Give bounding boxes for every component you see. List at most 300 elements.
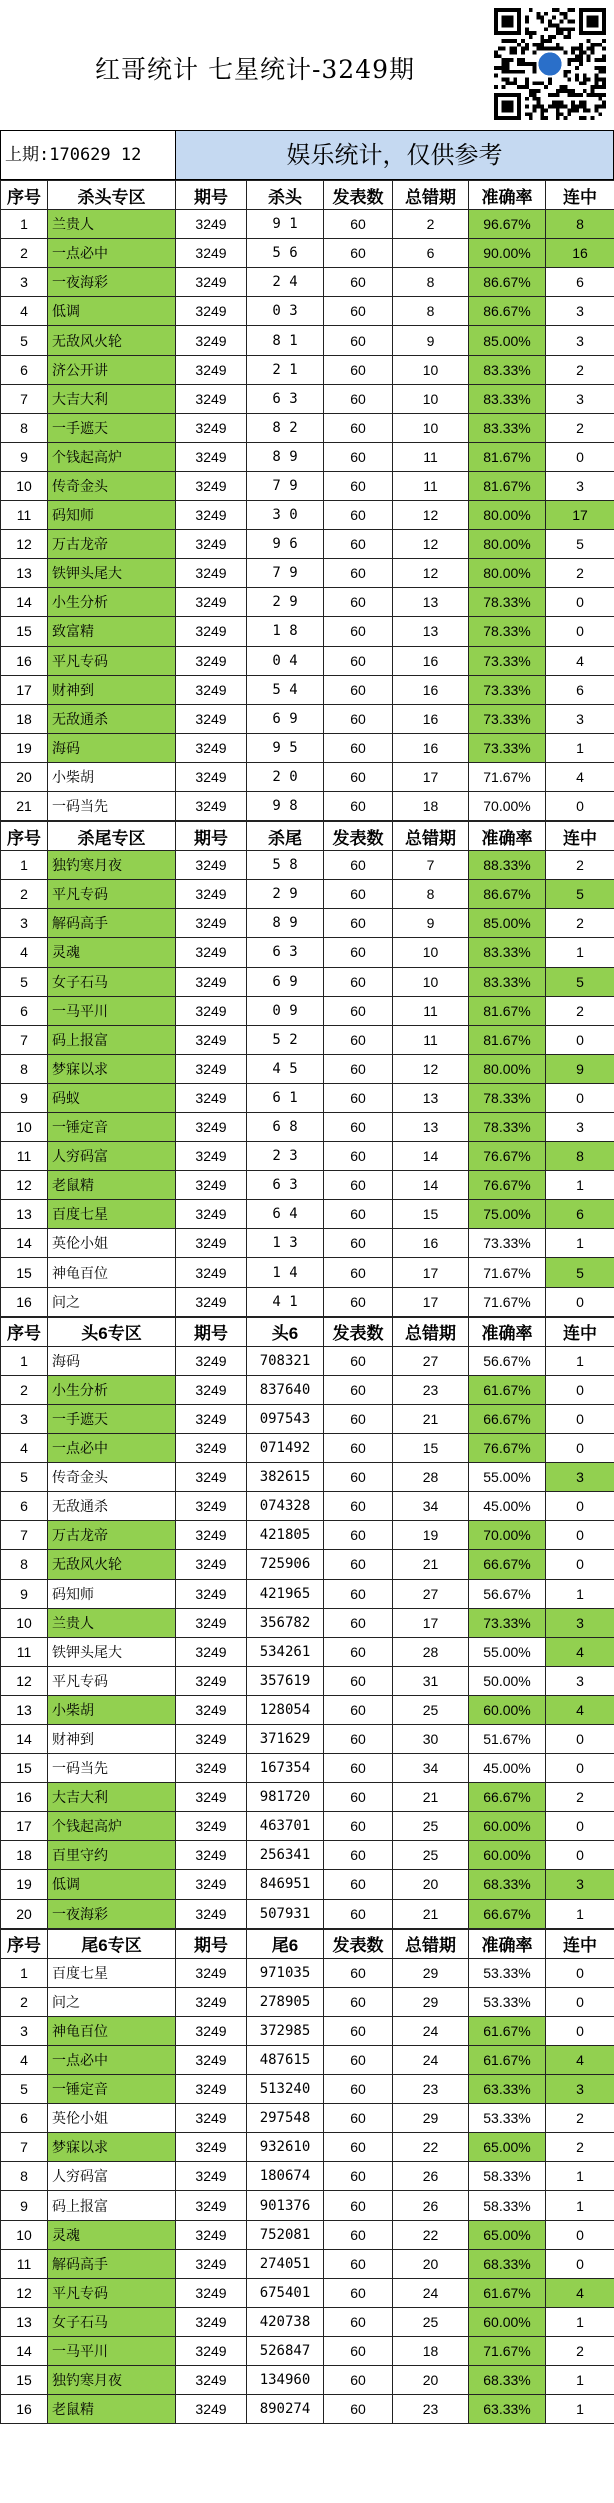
expert-name-cell: 低调 bbox=[48, 1870, 176, 1899]
prediction-cell: 071492 bbox=[247, 1434, 324, 1463]
prediction-cell: 6 4 bbox=[247, 1200, 324, 1229]
accuracy-rate-header: 准确率 bbox=[469, 822, 546, 851]
published-count-cell: 60 bbox=[324, 501, 393, 530]
streak-cell: 1 bbox=[546, 1346, 614, 1375]
accuracy-rate-cell: 51.67% bbox=[469, 1724, 546, 1753]
streak-cell: 3 bbox=[546, 1608, 614, 1637]
published-count-cell: 60 bbox=[324, 1171, 393, 1200]
prediction-cell: 6 3 bbox=[247, 938, 324, 967]
expert-name-cell: 低调 bbox=[48, 297, 176, 326]
expert-name-header: 杀头专区 bbox=[48, 181, 176, 210]
issue-number-cell: 3249 bbox=[176, 1987, 247, 2016]
published-count-cell: 60 bbox=[324, 1492, 393, 1521]
row-index-cell: 12 bbox=[1, 2278, 48, 2307]
accuracy-rate-cell: 66.67% bbox=[469, 1783, 546, 1812]
total-misses-cell: 12 bbox=[393, 559, 469, 588]
streak-cell: 0 bbox=[546, 2249, 614, 2278]
prediction-cell: 534261 bbox=[247, 1637, 324, 1666]
prediction-cell: 463701 bbox=[247, 1812, 324, 1841]
row-index-cell: 9 bbox=[1, 2191, 48, 2220]
table-row bbox=[1, 2249, 614, 2278]
table-row bbox=[1, 1783, 614, 1812]
row-index-cell: 15 bbox=[1, 1258, 48, 1287]
issue-number-cell: 3249 bbox=[176, 442, 247, 471]
published-count-cell: 60 bbox=[324, 2191, 393, 2220]
previous-issue-result: 上期:170629 12 bbox=[0, 130, 176, 180]
issue-number-cell: 3249 bbox=[176, 530, 247, 559]
expert-name-cell: 小柴胡 bbox=[48, 762, 176, 791]
total-misses-cell: 26 bbox=[393, 2191, 469, 2220]
accuracy-rate-cell: 80.00% bbox=[469, 530, 546, 559]
prediction-cell: 371629 bbox=[247, 1724, 324, 1753]
prediction-cell: 3 0 bbox=[247, 501, 324, 530]
streak-cell: 0 bbox=[546, 1521, 614, 1550]
expert-name-cell: 码上报富 bbox=[48, 1025, 176, 1054]
total-misses-cell: 13 bbox=[393, 617, 469, 646]
published-count-cell: 60 bbox=[324, 2336, 393, 2365]
issue-number-cell: 3249 bbox=[176, 1346, 247, 1375]
accuracy-rate-cell: 61.67% bbox=[469, 2278, 546, 2307]
prediction-cell: 526847 bbox=[247, 2336, 324, 2365]
prediction-cell: 932610 bbox=[247, 2133, 324, 2162]
prediction-cell: 7 9 bbox=[247, 471, 324, 500]
prediction-cell: 1 3 bbox=[247, 1229, 324, 1258]
published-count-cell: 60 bbox=[324, 1113, 393, 1142]
expert-name-cell: 一夜海彩 bbox=[48, 268, 176, 297]
prediction-cell: 507931 bbox=[247, 1899, 324, 1928]
prediction-cell: 0 3 bbox=[247, 297, 324, 326]
accuracy-rate-cell: 83.33% bbox=[469, 384, 546, 413]
row-index-cell: 11 bbox=[1, 1637, 48, 1666]
table-row bbox=[1, 442, 614, 471]
expert-name-cell: 平凡专码 bbox=[48, 2278, 176, 2307]
table-row bbox=[1, 1550, 614, 1579]
streak-cell: 5 bbox=[546, 530, 614, 559]
published-count-cell: 60 bbox=[324, 2133, 393, 2162]
total-misses-cell: 34 bbox=[393, 1754, 469, 1783]
published-count-cell: 60 bbox=[324, 326, 393, 355]
prediction-cell: 708321 bbox=[247, 1346, 324, 1375]
expert-name-cell: 济公开讲 bbox=[48, 355, 176, 384]
issue-number-cell: 3249 bbox=[176, 1375, 247, 1404]
prediction-cell: 9 5 bbox=[247, 733, 324, 762]
expert-name-cell: 传奇金头 bbox=[48, 471, 176, 500]
expert-name-cell: 财神到 bbox=[48, 675, 176, 704]
issue-number-cell: 3249 bbox=[176, 239, 247, 268]
streak-cell: 2 bbox=[546, 2104, 614, 2133]
prediction-cell: 7 9 bbox=[247, 559, 324, 588]
row-index-cell: 18 bbox=[1, 1841, 48, 1870]
accuracy-rate-cell: 86.67% bbox=[469, 268, 546, 297]
expert-name-cell: 灵魂 bbox=[48, 938, 176, 967]
table-row bbox=[1, 1404, 614, 1433]
published-count-cell: 60 bbox=[324, 1229, 393, 1258]
streak-cell: 2 bbox=[546, 2336, 614, 2365]
expert-name-cell: 神龟百位 bbox=[48, 1258, 176, 1287]
streak-cell: 8 bbox=[546, 1142, 614, 1171]
row-index-cell: 10 bbox=[1, 1608, 48, 1637]
published-count-cell: 60 bbox=[324, 2162, 393, 2191]
published-count-cell: 60 bbox=[324, 442, 393, 471]
published-count-cell: 60 bbox=[324, 1463, 393, 1492]
table-row bbox=[1, 559, 614, 588]
accuracy-rate-cell: 56.67% bbox=[469, 1346, 546, 1375]
row-index-cell: 8 bbox=[1, 413, 48, 442]
prediction-cell: 256341 bbox=[247, 1841, 324, 1870]
prediction-cell: 981720 bbox=[247, 1783, 324, 1812]
expert-name-cell: 一手遮天 bbox=[48, 413, 176, 442]
row-index-cell: 21 bbox=[1, 791, 48, 820]
row-index-cell: 15 bbox=[1, 1754, 48, 1783]
expert-name-cell: 百度七星 bbox=[48, 1958, 176, 1987]
expert-name-cell: 海码 bbox=[48, 733, 176, 762]
prediction-header: 头6 bbox=[247, 1317, 324, 1346]
issue-number-cell: 3249 bbox=[176, 297, 247, 326]
table-row bbox=[1, 996, 614, 1025]
streak-cell: 0 bbox=[546, 2016, 614, 2045]
row-index-cell: 5 bbox=[1, 1463, 48, 1492]
row-index-cell: 5 bbox=[1, 2075, 48, 2104]
row-index-cell: 3 bbox=[1, 268, 48, 297]
streak-cell: 2 bbox=[546, 1783, 614, 1812]
streak-cell: 0 bbox=[546, 1404, 614, 1433]
total-misses-cell: 10 bbox=[393, 413, 469, 442]
published-count-cell: 60 bbox=[324, 2395, 393, 2424]
row-index-cell: 10 bbox=[1, 1113, 48, 1142]
prediction-cell: 846951 bbox=[247, 1870, 324, 1899]
row-index-cell: 4 bbox=[1, 297, 48, 326]
issue-number-cell: 3249 bbox=[176, 559, 247, 588]
streak-cell: 1 bbox=[546, 1899, 614, 1928]
issue-number-cell: 3249 bbox=[176, 1724, 247, 1753]
row-index-cell: 17 bbox=[1, 1812, 48, 1841]
prediction-cell: 6 3 bbox=[247, 384, 324, 413]
issue-number-cell: 3249 bbox=[176, 2336, 247, 2365]
streak-cell: 9 bbox=[546, 1054, 614, 1083]
accuracy-rate-cell: 55.00% bbox=[469, 1463, 546, 1492]
expert-name-cell: 个钱起高炉 bbox=[48, 1812, 176, 1841]
total-misses-cell: 24 bbox=[393, 2046, 469, 2075]
row-index-cell: 15 bbox=[1, 617, 48, 646]
issue-number-cell: 3249 bbox=[176, 617, 247, 646]
issue-number-cell: 3249 bbox=[176, 2191, 247, 2220]
accuracy-rate-cell: 53.33% bbox=[469, 2104, 546, 2133]
accuracy-rate-header: 准确率 bbox=[469, 1929, 546, 1958]
table-row bbox=[1, 268, 614, 297]
streak-cell: 3 bbox=[546, 1870, 614, 1899]
published-count-header: 发表数 bbox=[324, 1929, 393, 1958]
row-index-cell: 11 bbox=[1, 2249, 48, 2278]
row-index-cell: 6 bbox=[1, 1492, 48, 1521]
prediction-cell: 382615 bbox=[247, 1463, 324, 1492]
published-count-cell: 60 bbox=[324, 1287, 393, 1316]
table-header-row bbox=[1, 181, 614, 210]
prediction-cell: 8 9 bbox=[247, 442, 324, 471]
streak-header: 连中 bbox=[546, 1317, 614, 1346]
table-row bbox=[1, 2075, 614, 2104]
accuracy-rate-cell: 68.33% bbox=[469, 2366, 546, 2395]
accuracy-rate-cell: 80.00% bbox=[469, 559, 546, 588]
issue-number-cell: 3249 bbox=[176, 1287, 247, 1316]
table-row bbox=[1, 762, 614, 791]
streak-cell: 3 bbox=[546, 1113, 614, 1142]
total-misses-cell: 10 bbox=[393, 384, 469, 413]
expert-name-cell: 一马平川 bbox=[48, 2336, 176, 2365]
table-row bbox=[1, 2162, 614, 2191]
issue-number-cell: 3249 bbox=[176, 2249, 247, 2278]
accuracy-rate-cell: 61.67% bbox=[469, 2016, 546, 2045]
table-row bbox=[1, 1754, 614, 1783]
prediction-cell: 9 1 bbox=[247, 210, 324, 239]
table-row bbox=[1, 297, 614, 326]
total-misses-cell: 21 bbox=[393, 1550, 469, 1579]
total-misses-cell: 21 bbox=[393, 1899, 469, 1928]
streak-cell: 0 bbox=[546, 2220, 614, 2249]
prediction-cell: 9 6 bbox=[247, 530, 324, 559]
total-misses-cell: 11 bbox=[393, 471, 469, 500]
total-misses-cell: 13 bbox=[393, 1083, 469, 1112]
table-row bbox=[1, 2016, 614, 2045]
total-misses-cell: 9 bbox=[393, 909, 469, 938]
row-index-cell: 5 bbox=[1, 326, 48, 355]
table-row bbox=[1, 909, 614, 938]
total-misses-cell: 29 bbox=[393, 1987, 469, 2016]
expert-name-cell: 一点必中 bbox=[48, 239, 176, 268]
published-count-cell: 60 bbox=[324, 967, 393, 996]
row-index-cell: 20 bbox=[1, 762, 48, 791]
prediction-cell: 167354 bbox=[247, 1754, 324, 1783]
total-misses-cell: 26 bbox=[393, 2162, 469, 2191]
total-misses-cell: 11 bbox=[393, 1025, 469, 1054]
expert-name-cell: 一手遮天 bbox=[48, 1404, 176, 1433]
streak-cell: 1 bbox=[546, 2307, 614, 2336]
total-misses-cell: 10 bbox=[393, 967, 469, 996]
published-count-cell: 60 bbox=[324, 1434, 393, 1463]
issue-number-cell: 3249 bbox=[176, 1958, 247, 1987]
issue-number-cell: 3249 bbox=[176, 851, 247, 880]
prediction-cell: 357619 bbox=[247, 1666, 324, 1695]
accuracy-rate-cell: 45.00% bbox=[469, 1492, 546, 1521]
published-count-cell: 60 bbox=[324, 1666, 393, 1695]
disclaimer-banner: 娱乐统计，仅供参考 bbox=[176, 130, 614, 180]
issue-number-cell: 3249 bbox=[176, 2104, 247, 2133]
published-count-cell: 60 bbox=[324, 1083, 393, 1112]
streak-cell: 3 bbox=[546, 326, 614, 355]
prediction-cell: 837640 bbox=[247, 1375, 324, 1404]
prediction-cell: 675401 bbox=[247, 2278, 324, 2307]
row-index-cell: 1 bbox=[1, 1958, 48, 1987]
table-row bbox=[1, 1695, 614, 1724]
prediction-cell: 8 2 bbox=[247, 413, 324, 442]
expert-name-cell: 无敌风火轮 bbox=[48, 326, 176, 355]
published-count-cell: 60 bbox=[324, 1054, 393, 1083]
row-index-cell: 8 bbox=[1, 1550, 48, 1579]
accuracy-rate-cell: 78.33% bbox=[469, 588, 546, 617]
accuracy-rate-cell: 73.33% bbox=[469, 1229, 546, 1258]
expert-name-cell: 无敌通杀 bbox=[48, 704, 176, 733]
expert-name-cell: 百度七星 bbox=[48, 1200, 176, 1229]
issue-number-cell: 3249 bbox=[176, 1579, 247, 1608]
prediction-cell: 274051 bbox=[247, 2249, 324, 2278]
total-misses-cell: 17 bbox=[393, 1287, 469, 1316]
accuracy-rate-cell: 80.00% bbox=[469, 1054, 546, 1083]
prediction-cell: 752081 bbox=[247, 2220, 324, 2249]
streak-cell: 2 bbox=[546, 413, 614, 442]
table-row bbox=[1, 1899, 614, 1928]
total-misses-cell: 24 bbox=[393, 2016, 469, 2045]
published-count-cell: 60 bbox=[324, 733, 393, 762]
published-count-cell: 60 bbox=[324, 2220, 393, 2249]
row-index-cell: 16 bbox=[1, 2395, 48, 2424]
accuracy-rate-header: 准确率 bbox=[469, 181, 546, 210]
issue-number-cell: 3249 bbox=[176, 1200, 247, 1229]
published-count-cell: 60 bbox=[324, 880, 393, 909]
streak-cell: 0 bbox=[546, 1434, 614, 1463]
issue-number-cell: 3249 bbox=[176, 2395, 247, 2424]
issue-number-cell: 3249 bbox=[176, 2366, 247, 2395]
accuracy-rate-cell: 60.00% bbox=[469, 1812, 546, 1841]
issue-number-cell: 3249 bbox=[176, 2220, 247, 2249]
row-index-cell: 6 bbox=[1, 2104, 48, 2133]
table-row bbox=[1, 1200, 614, 1229]
row-index-cell: 19 bbox=[1, 1870, 48, 1899]
accuracy-rate-cell: 63.33% bbox=[469, 2075, 546, 2104]
total-misses-cell: 34 bbox=[393, 1492, 469, 1521]
accuracy-rate-cell: 58.33% bbox=[469, 2162, 546, 2191]
issue-number-cell: 3249 bbox=[176, 1142, 247, 1171]
accuracy-rate-cell: 60.00% bbox=[469, 2307, 546, 2336]
prediction-cell: 1 8 bbox=[247, 617, 324, 646]
total-misses-cell: 18 bbox=[393, 2336, 469, 2365]
published-count-cell: 60 bbox=[324, 1870, 393, 1899]
streak-cell: 6 bbox=[546, 268, 614, 297]
row-index-cell: 9 bbox=[1, 1083, 48, 1112]
published-count-header: 发表数 bbox=[324, 1317, 393, 1346]
published-count-cell: 60 bbox=[324, 762, 393, 791]
row-index-cell: 2 bbox=[1, 1987, 48, 2016]
total-misses-cell: 7 bbox=[393, 851, 469, 880]
table-row bbox=[1, 2133, 614, 2162]
expert-name-cell: 梦寐以求 bbox=[48, 1054, 176, 1083]
expert-name-cell: 大吉大利 bbox=[48, 1783, 176, 1812]
row-index-cell: 12 bbox=[1, 1666, 48, 1695]
streak-cell: 4 bbox=[546, 1695, 614, 1724]
total-misses-cell: 18 bbox=[393, 791, 469, 820]
row-index-cell: 10 bbox=[1, 2220, 48, 2249]
row-index-cell: 13 bbox=[1, 559, 48, 588]
accuracy-rate-cell: 73.33% bbox=[469, 646, 546, 675]
prediction-cell: 487615 bbox=[247, 2046, 324, 2075]
published-count-cell: 60 bbox=[324, 1841, 393, 1870]
table-row bbox=[1, 1287, 614, 1316]
accuracy-rate-cell: 76.67% bbox=[469, 1171, 546, 1200]
streak-cell: 1 bbox=[546, 1579, 614, 1608]
issue-number-cell: 3249 bbox=[176, 1608, 247, 1637]
expert-name-cell: 小柴胡 bbox=[48, 1695, 176, 1724]
qr-code-icon bbox=[494, 8, 606, 120]
accuracy-rate-cell: 63.33% bbox=[469, 2395, 546, 2424]
prediction-cell: 2 1 bbox=[247, 355, 324, 384]
streak-cell: 0 bbox=[546, 791, 614, 820]
prediction-cell: 0 9 bbox=[247, 996, 324, 1025]
issue-number-cell: 3249 bbox=[176, 1434, 247, 1463]
prediction-cell: 6 9 bbox=[247, 704, 324, 733]
total-misses-cell: 10 bbox=[393, 355, 469, 384]
accuracy-rate-cell: 73.33% bbox=[469, 1608, 546, 1637]
expert-name-cell: 人穷码富 bbox=[48, 2162, 176, 2191]
expert-name-header: 头6专区 bbox=[48, 1317, 176, 1346]
issue-number-header: 期号 bbox=[176, 181, 247, 210]
prediction-cell: 074328 bbox=[247, 1492, 324, 1521]
expert-name-cell: 老鼠精 bbox=[48, 2395, 176, 2424]
kill-tail-section bbox=[0, 821, 614, 1317]
published-count-cell: 60 bbox=[324, 2249, 393, 2278]
streak-cell: 16 bbox=[546, 239, 614, 268]
table-row bbox=[1, 646, 614, 675]
issue-number-cell: 3249 bbox=[176, 2162, 247, 2191]
published-count-cell: 60 bbox=[324, 210, 393, 239]
accuracy-rate-cell: 90.00% bbox=[469, 239, 546, 268]
issue-number-cell: 3249 bbox=[176, 880, 247, 909]
accuracy-rate-cell: 71.67% bbox=[469, 762, 546, 791]
row-index-cell: 14 bbox=[1, 2336, 48, 2365]
streak-cell: 2 bbox=[546, 851, 614, 880]
published-count-cell: 60 bbox=[324, 1958, 393, 1987]
accuracy-rate-cell: 78.33% bbox=[469, 1113, 546, 1142]
total-misses-cell: 16 bbox=[393, 1229, 469, 1258]
issue-number-cell: 3249 bbox=[176, 210, 247, 239]
total-misses-cell: 25 bbox=[393, 1841, 469, 1870]
prediction-cell: 8 9 bbox=[247, 909, 324, 938]
expert-name-cell: 小生分析 bbox=[48, 1375, 176, 1404]
expert-name-cell: 解码高手 bbox=[48, 2249, 176, 2278]
issue-number-cell: 3249 bbox=[176, 938, 247, 967]
expert-name-cell: 问之 bbox=[48, 1287, 176, 1316]
streak-cell: 3 bbox=[546, 1666, 614, 1695]
expert-name-cell: 一码当先 bbox=[48, 791, 176, 820]
streak-cell: 3 bbox=[546, 471, 614, 500]
prediction-cell: 6 9 bbox=[247, 967, 324, 996]
accuracy-rate-cell: 86.67% bbox=[469, 297, 546, 326]
issue-number-cell: 3249 bbox=[176, 1083, 247, 1112]
total-misses-cell: 9 bbox=[393, 326, 469, 355]
streak-cell: 0 bbox=[546, 1375, 614, 1404]
table-header-row bbox=[1, 1317, 614, 1346]
total-misses-cell: 28 bbox=[393, 1463, 469, 1492]
accuracy-rate-cell: 61.67% bbox=[469, 2046, 546, 2075]
streak-cell: 0 bbox=[546, 1958, 614, 1987]
published-count-cell: 60 bbox=[324, 559, 393, 588]
streak-header: 连中 bbox=[546, 822, 614, 851]
accuracy-rate-cell: 50.00% bbox=[469, 1666, 546, 1695]
published-count-cell: 60 bbox=[324, 851, 393, 880]
table-row bbox=[1, 1434, 614, 1463]
published-count-cell: 60 bbox=[324, 675, 393, 704]
issue-number-cell: 3249 bbox=[176, 588, 247, 617]
accuracy-rate-cell: 73.33% bbox=[469, 733, 546, 762]
streak-cell: 8 bbox=[546, 210, 614, 239]
expert-name-cell: 传奇金头 bbox=[48, 1463, 176, 1492]
prediction-cell: 890274 bbox=[247, 2395, 324, 2424]
streak-cell: 4 bbox=[546, 2278, 614, 2307]
table-row bbox=[1, 384, 614, 413]
issue-number-cell: 3249 bbox=[176, 2278, 247, 2307]
expert-name-cell: 铁钾头尾大 bbox=[48, 1637, 176, 1666]
accuracy-rate-cell: 71.67% bbox=[469, 1258, 546, 1287]
table-row bbox=[1, 588, 614, 617]
total-misses-cell: 14 bbox=[393, 1142, 469, 1171]
accuracy-rate-cell: 73.33% bbox=[469, 704, 546, 733]
